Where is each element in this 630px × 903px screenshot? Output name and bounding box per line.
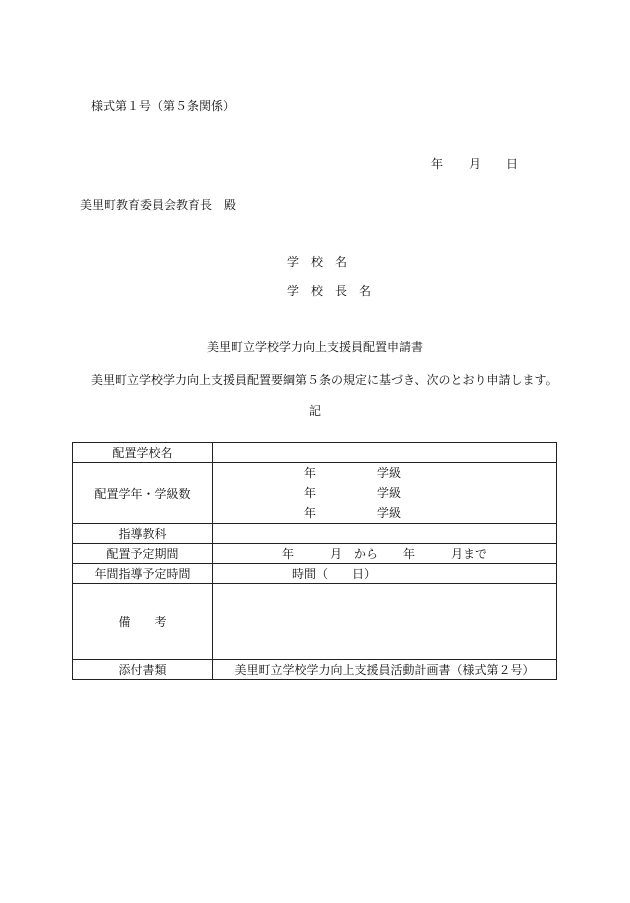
hours-text: 時間（ 日） xyxy=(292,567,377,581)
addressee: 美里町教育委員会教育長 殿 xyxy=(80,198,237,212)
period-value xyxy=(213,544,557,564)
grade-class-2: 学級 xyxy=(377,486,402,500)
school-label: 配置学校名 xyxy=(73,443,213,463)
row-remarks xyxy=(73,584,557,660)
grade-year-3: 年 xyxy=(304,506,317,520)
row-subject xyxy=(73,524,557,544)
hours-label: 年間指導予定時間 xyxy=(73,564,213,584)
hours-value xyxy=(213,564,557,584)
school-name-label: 学 校 名 xyxy=(287,255,348,269)
period-until: 月まで xyxy=(451,547,488,561)
date-day: 日 xyxy=(506,157,519,171)
row-grades xyxy=(73,463,557,524)
ki-label: 記 xyxy=(308,404,321,418)
row-school xyxy=(73,443,557,463)
row-period xyxy=(73,544,557,564)
grades-value xyxy=(213,463,557,524)
subject-label: 指導教科 xyxy=(73,524,213,544)
period-label: 配置予定期間 xyxy=(73,544,213,564)
principal-name-label: 学 校 長 名 xyxy=(287,284,372,298)
subject-value xyxy=(213,524,557,544)
remarks-value xyxy=(213,584,557,660)
body-text: 美里町立学校学力向上支援員配置要綱第５条の規定に基づき、次のとおり申請します。 xyxy=(91,373,558,387)
row-hours xyxy=(73,564,557,584)
school-value xyxy=(213,443,557,463)
period-year-2: 年 xyxy=(403,547,416,561)
grade-year-2: 年 xyxy=(304,486,317,500)
application-table xyxy=(72,442,557,680)
grade-class-3: 学級 xyxy=(377,506,402,520)
grade-class-1: 学級 xyxy=(377,466,402,480)
form-number: 様式第１号（第５条関係） xyxy=(91,99,236,113)
date-month: 月 xyxy=(469,157,482,171)
grade-year-1: 年 xyxy=(304,466,317,480)
period-from: から xyxy=(354,547,379,561)
period-year-1: 年 xyxy=(282,547,295,561)
period-month-1: 月 xyxy=(330,547,343,561)
attachment-value: 美里町立学校学力向上支援員活動計画書（様式第２号） xyxy=(213,660,557,680)
date-year: 年 xyxy=(431,157,444,171)
row-attachment xyxy=(73,660,557,680)
attachment-label: 添付書類 xyxy=(73,660,213,680)
grades-label: 配置学年・学級数 xyxy=(73,463,213,524)
remarks-label: 備 考 xyxy=(73,584,213,660)
document-title: 美里町立学校学力向上支援員配置申請書 xyxy=(206,340,423,354)
